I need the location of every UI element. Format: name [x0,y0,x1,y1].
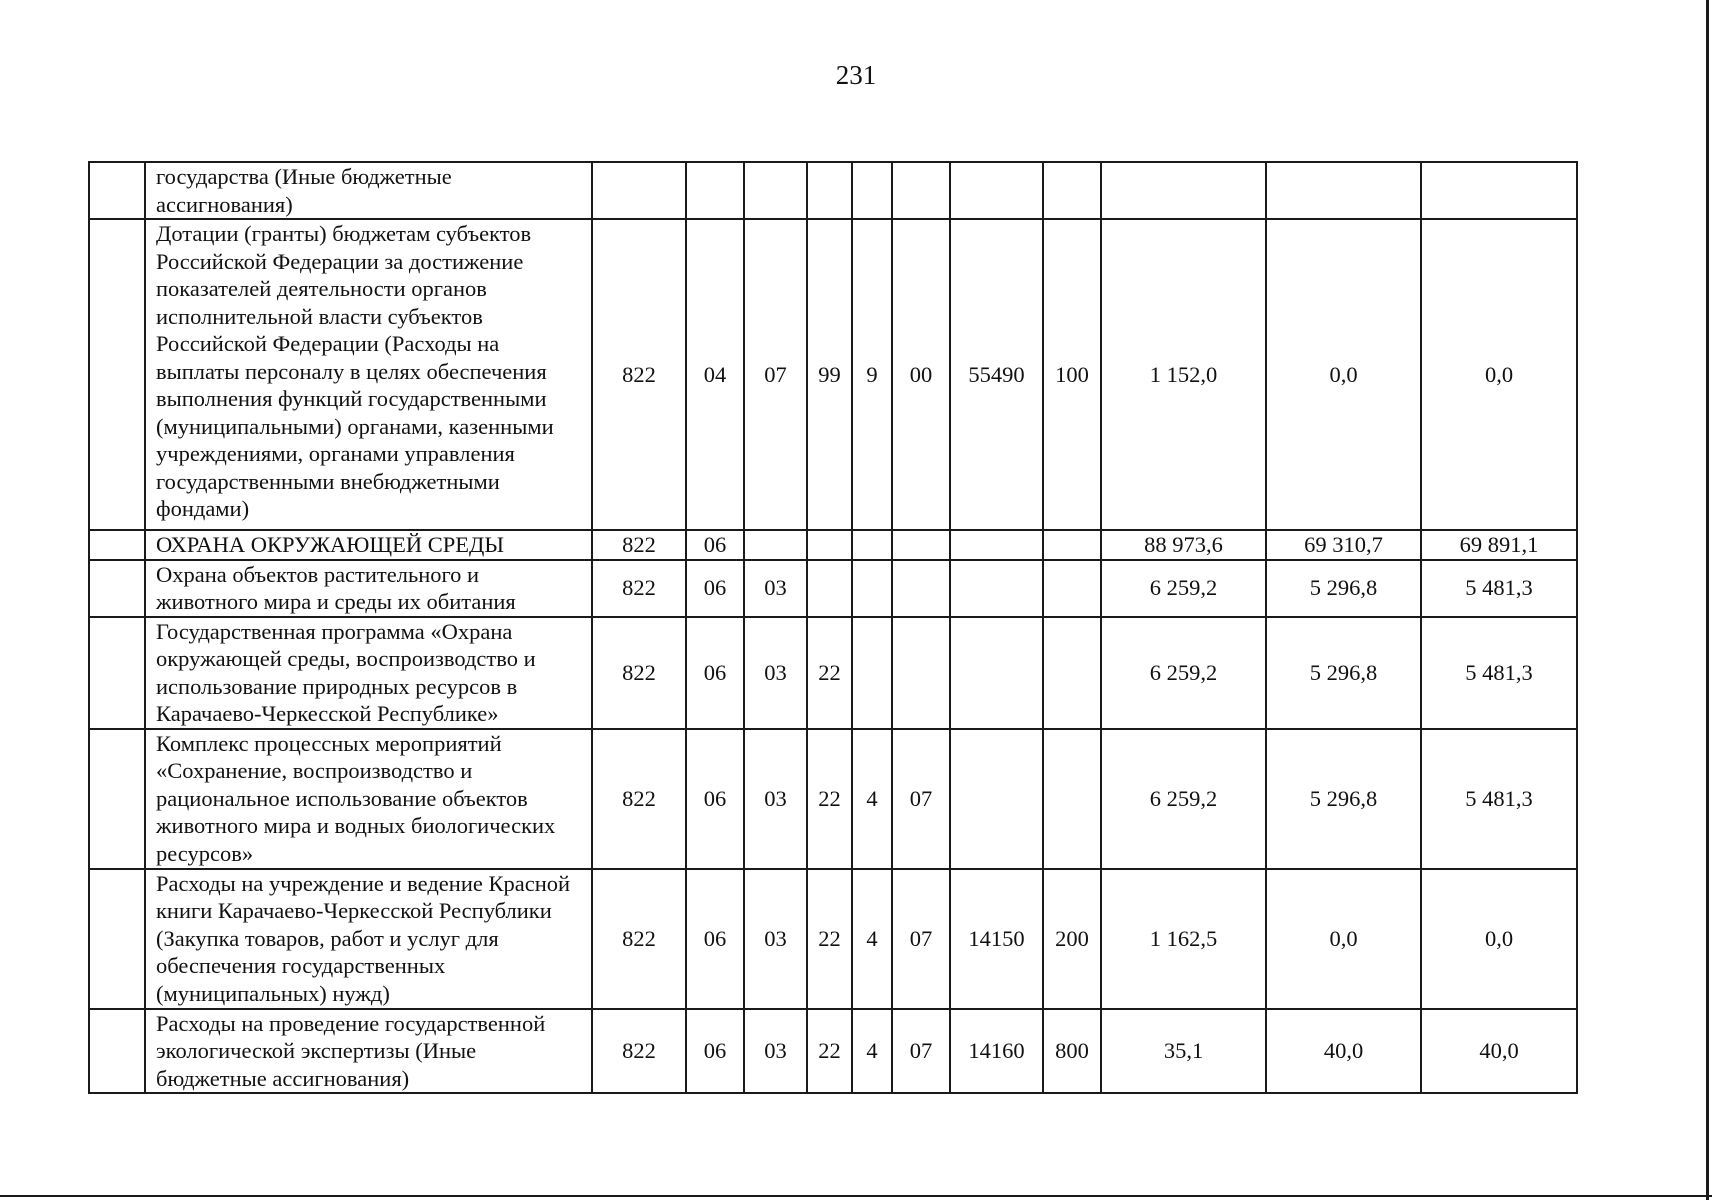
subsection-code-cell: 03 [744,729,807,869]
amount-year2-cell: 0,0 [1266,869,1421,1009]
measure-code-cell [892,162,950,219]
program-code-cell [807,560,852,617]
table-row [89,530,1577,560]
ministry-code-cell: 822 [592,530,686,560]
amount-year3-cell [1421,162,1577,219]
subprogram-code-cell: 4 [852,869,892,1009]
item-name-cell: Государственная программа «Охрана окружающей среды, воспроизводство и использование природных ресурсов в Карачаево-Черкесской Республике» [145,617,592,729]
expense-type-cell: 200 [1043,869,1101,1009]
item-name-cell: Расходы на проведение государственной экологической экспертизы (Иные бюджетные ассигнования) [145,1009,592,1094]
row-index-cell [89,617,145,729]
ministry-code-cell [592,162,686,219]
program-code-cell: 99 [807,219,852,530]
amount-year2-cell: 40,0 [1266,1009,1421,1094]
row-index-cell [89,219,145,530]
row-index-cell [89,1009,145,1094]
amount-year3-cell: 5 481,3 [1421,560,1577,617]
measure-code-cell: 07 [892,869,950,1009]
ministry-code-cell: 822 [592,1009,686,1094]
amount-year3-cell: 5 481,3 [1421,617,1577,729]
section-code-cell: 06 [686,560,744,617]
amount-year2-cell: 5 296,8 [1266,560,1421,617]
expense-type-cell [1043,729,1101,869]
item-name-cell: Дотации (гранты) бюджетам субъектов Российской Федерации за достижение показателей деятельности органов исполнительной власти субъектов Российской Федерации (Расходы на выплаты персоналу в целях обеспечения выполнения функций государственными (муниципальными) органами, казенными учреждениями, органами управления государственными внебюджетными фондами) [145,219,592,530]
ministry-code-cell: 822 [592,729,686,869]
table-row [89,617,1577,729]
program-code-cell [807,162,852,219]
subprogram-code-cell [852,560,892,617]
table-row [89,162,1577,219]
amount-year2-cell: 5 296,8 [1266,729,1421,869]
expense-type-cell: 100 [1043,219,1101,530]
subprogram-code-cell: 4 [852,729,892,869]
section-code-cell: 06 [686,530,744,560]
subsection-code-cell: 03 [744,560,807,617]
amount-year3-cell: 69 891,1 [1421,530,1577,560]
direction-code-cell [950,617,1043,729]
subsection-code-cell [744,530,807,560]
expense-type-cell: 800 [1043,1009,1101,1094]
measure-code-cell [892,560,950,617]
subsection-code-cell: 03 [744,1009,807,1094]
expense-type-cell [1043,530,1101,560]
amount-year2-cell: 69 310,7 [1266,530,1421,560]
amount-year1-cell [1101,162,1266,219]
table-body [89,162,1577,1093]
measure-code-cell: 07 [892,729,950,869]
subprogram-code-cell [852,617,892,729]
page-edge-right [1706,0,1709,1200]
section-code-cell: 04 [686,219,744,530]
budget-table [88,161,1578,1094]
ministry-code-cell: 822 [592,617,686,729]
section-code-cell: 06 [686,617,744,729]
subprogram-code-cell [852,530,892,560]
ministry-code-cell: 822 [592,869,686,1009]
row-index-cell [89,869,145,1009]
item-name-cell: государства (Иные бюджетные ассигнования) [145,162,592,219]
item-name-cell: ОХРАНА ОКРУЖАЮЩЕЙ СРЕДЫ [145,530,592,560]
subsection-code-cell [744,162,807,219]
table-row [89,869,1577,1009]
amount-year2-cell: 0,0 [1266,219,1421,530]
page-number: 231 [835,60,877,90]
amount-year1-cell: 6 259,2 [1101,617,1266,729]
table-row [89,729,1577,869]
measure-code-cell [892,530,950,560]
expense-type-cell [1043,560,1101,617]
row-index-cell [89,162,145,219]
amount-year1-cell: 88 973,6 [1101,530,1266,560]
amount-year1-cell: 6 259,2 [1101,729,1266,869]
program-code-cell: 22 [807,869,852,1009]
item-name-cell: Охрана объектов растительного и животного мира и среды их обитания [145,560,592,617]
row-index-cell [89,560,145,617]
measure-code-cell [892,617,950,729]
measure-code-cell: 00 [892,219,950,530]
row-index-cell [89,530,145,560]
amount-year3-cell: 0,0 [1421,869,1577,1009]
amount-year2-cell [1266,162,1421,219]
expense-type-cell [1043,617,1101,729]
amount-year2-cell: 5 296,8 [1266,617,1421,729]
subprogram-code-cell: 4 [852,1009,892,1094]
page-edge-bottom [0,1195,1712,1197]
amount-year3-cell: 0,0 [1421,219,1577,530]
expense-type-cell [1043,162,1101,219]
direction-code-cell [950,530,1043,560]
table-row [89,560,1577,617]
program-code-cell: 22 [807,729,852,869]
section-code-cell: 06 [686,1009,744,1094]
subsection-code-cell: 03 [744,869,807,1009]
ministry-code-cell: 822 [592,560,686,617]
amount-year1-cell: 1 162,5 [1101,869,1266,1009]
amount-year1-cell: 6 259,2 [1101,560,1266,617]
section-code-cell: 06 [686,869,744,1009]
amount-year1-cell: 35,1 [1101,1009,1266,1094]
subprogram-code-cell [852,162,892,219]
program-code-cell: 22 [807,1009,852,1094]
amount-year1-cell: 1 152,0 [1101,219,1266,530]
subsection-code-cell: 03 [744,617,807,729]
program-code-cell: 22 [807,617,852,729]
direction-code-cell: 55490 [950,219,1043,530]
amount-year3-cell: 40,0 [1421,1009,1577,1094]
direction-code-cell: 14160 [950,1009,1043,1094]
direction-code-cell [950,560,1043,617]
section-code-cell [686,162,744,219]
row-index-cell [89,729,145,869]
subsection-code-cell: 07 [744,219,807,530]
ministry-code-cell: 822 [592,219,686,530]
item-name-cell: Комплекс процессных мероприятий «Сохранение, воспроизводство и рациональное использование объектов животного мира и водных биологических ресурсов» [145,729,592,869]
section-code-cell: 06 [686,729,744,869]
table-row [89,219,1577,530]
direction-code-cell [950,162,1043,219]
amount-year3-cell: 5 481,3 [1421,729,1577,869]
table-row [89,1009,1577,1094]
item-name-cell: Расходы на учреждение и ведение Красной книги Карачаево-Черкесской Республики (Закупка товаров, работ и услуг для обеспечения государственных (муниципальных) нужд) [145,869,592,1009]
direction-code-cell [950,729,1043,869]
subprogram-code-cell: 9 [852,219,892,530]
program-code-cell [807,530,852,560]
direction-code-cell: 14150 [950,869,1043,1009]
measure-code-cell: 07 [892,1009,950,1094]
